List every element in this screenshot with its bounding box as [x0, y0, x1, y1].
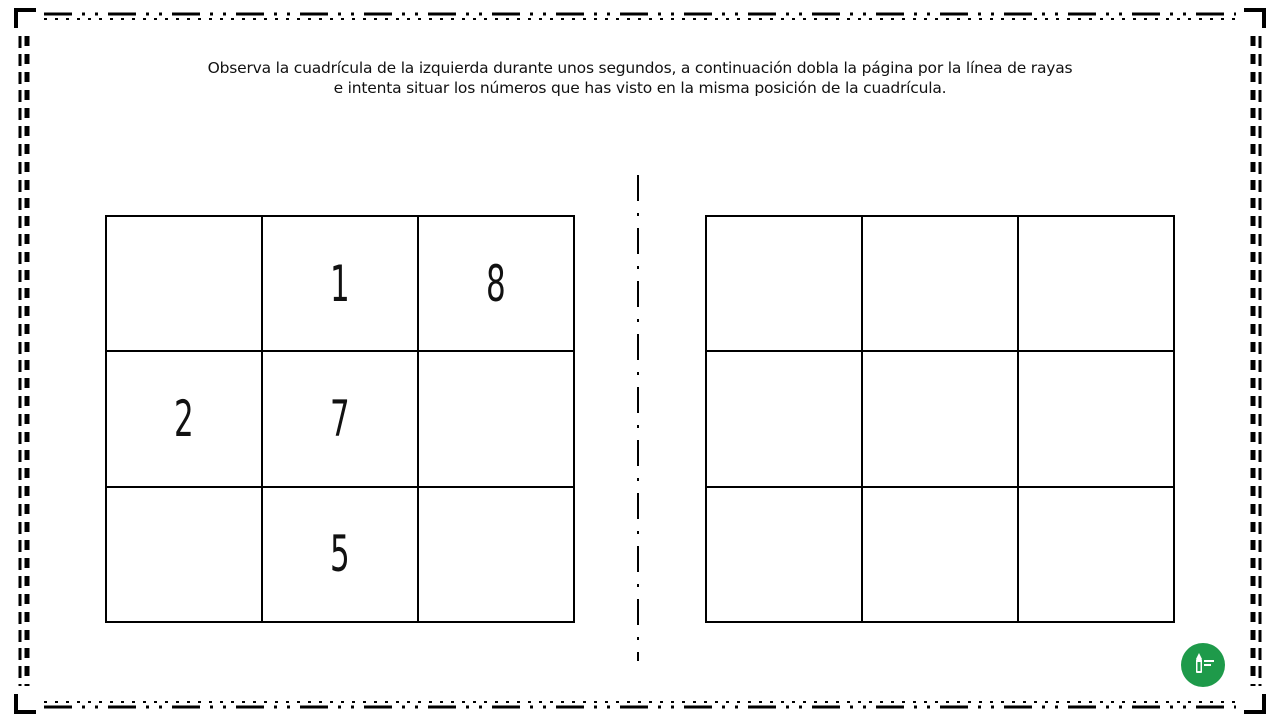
answer-cell[interactable] [1019, 217, 1175, 352]
fold-line [636, 175, 640, 661]
answer-cell[interactable] [863, 488, 1019, 623]
memory-cell [107, 488, 263, 623]
memory-cell [419, 488, 575, 623]
memory-cell [419, 217, 575, 352]
answer-grid [705, 215, 1175, 623]
memory-cell [107, 217, 263, 352]
memory-cell [263, 352, 419, 487]
instructions-text [100, 58, 1180, 98]
answer-cell[interactable] [863, 352, 1019, 487]
instructions-line-1: Observa la cuadrícula de la izquierda durante unos segundos, a continuación dobla la página por la línea de rayas [207, 59, 1073, 77]
memory-cell [263, 217, 419, 352]
memory-cell-number: 8 [486, 254, 506, 313]
memory-cell-number: 2 [174, 389, 194, 448]
memory-cell [263, 488, 419, 623]
answer-cell[interactable] [863, 217, 1019, 352]
memory-cell-number: 1 [330, 254, 350, 313]
pencil-logo-icon [1188, 650, 1218, 680]
memory-cell-number: 5 [330, 525, 350, 584]
memory-cell [419, 352, 575, 487]
answer-cell[interactable] [1019, 488, 1175, 623]
answer-cell[interactable] [707, 217, 863, 352]
memory-cell [107, 352, 263, 487]
answer-cell[interactable] [707, 488, 863, 623]
memory-grid [105, 215, 575, 623]
answer-cell[interactable] [1019, 352, 1175, 487]
answer-cell[interactable] [707, 352, 863, 487]
instructions-line-2: e intenta situar los números que has visto en la misma posición de la cuadrícula. [333, 79, 947, 97]
memory-cell-number: 7 [330, 389, 350, 448]
logo-badge [1181, 643, 1225, 687]
